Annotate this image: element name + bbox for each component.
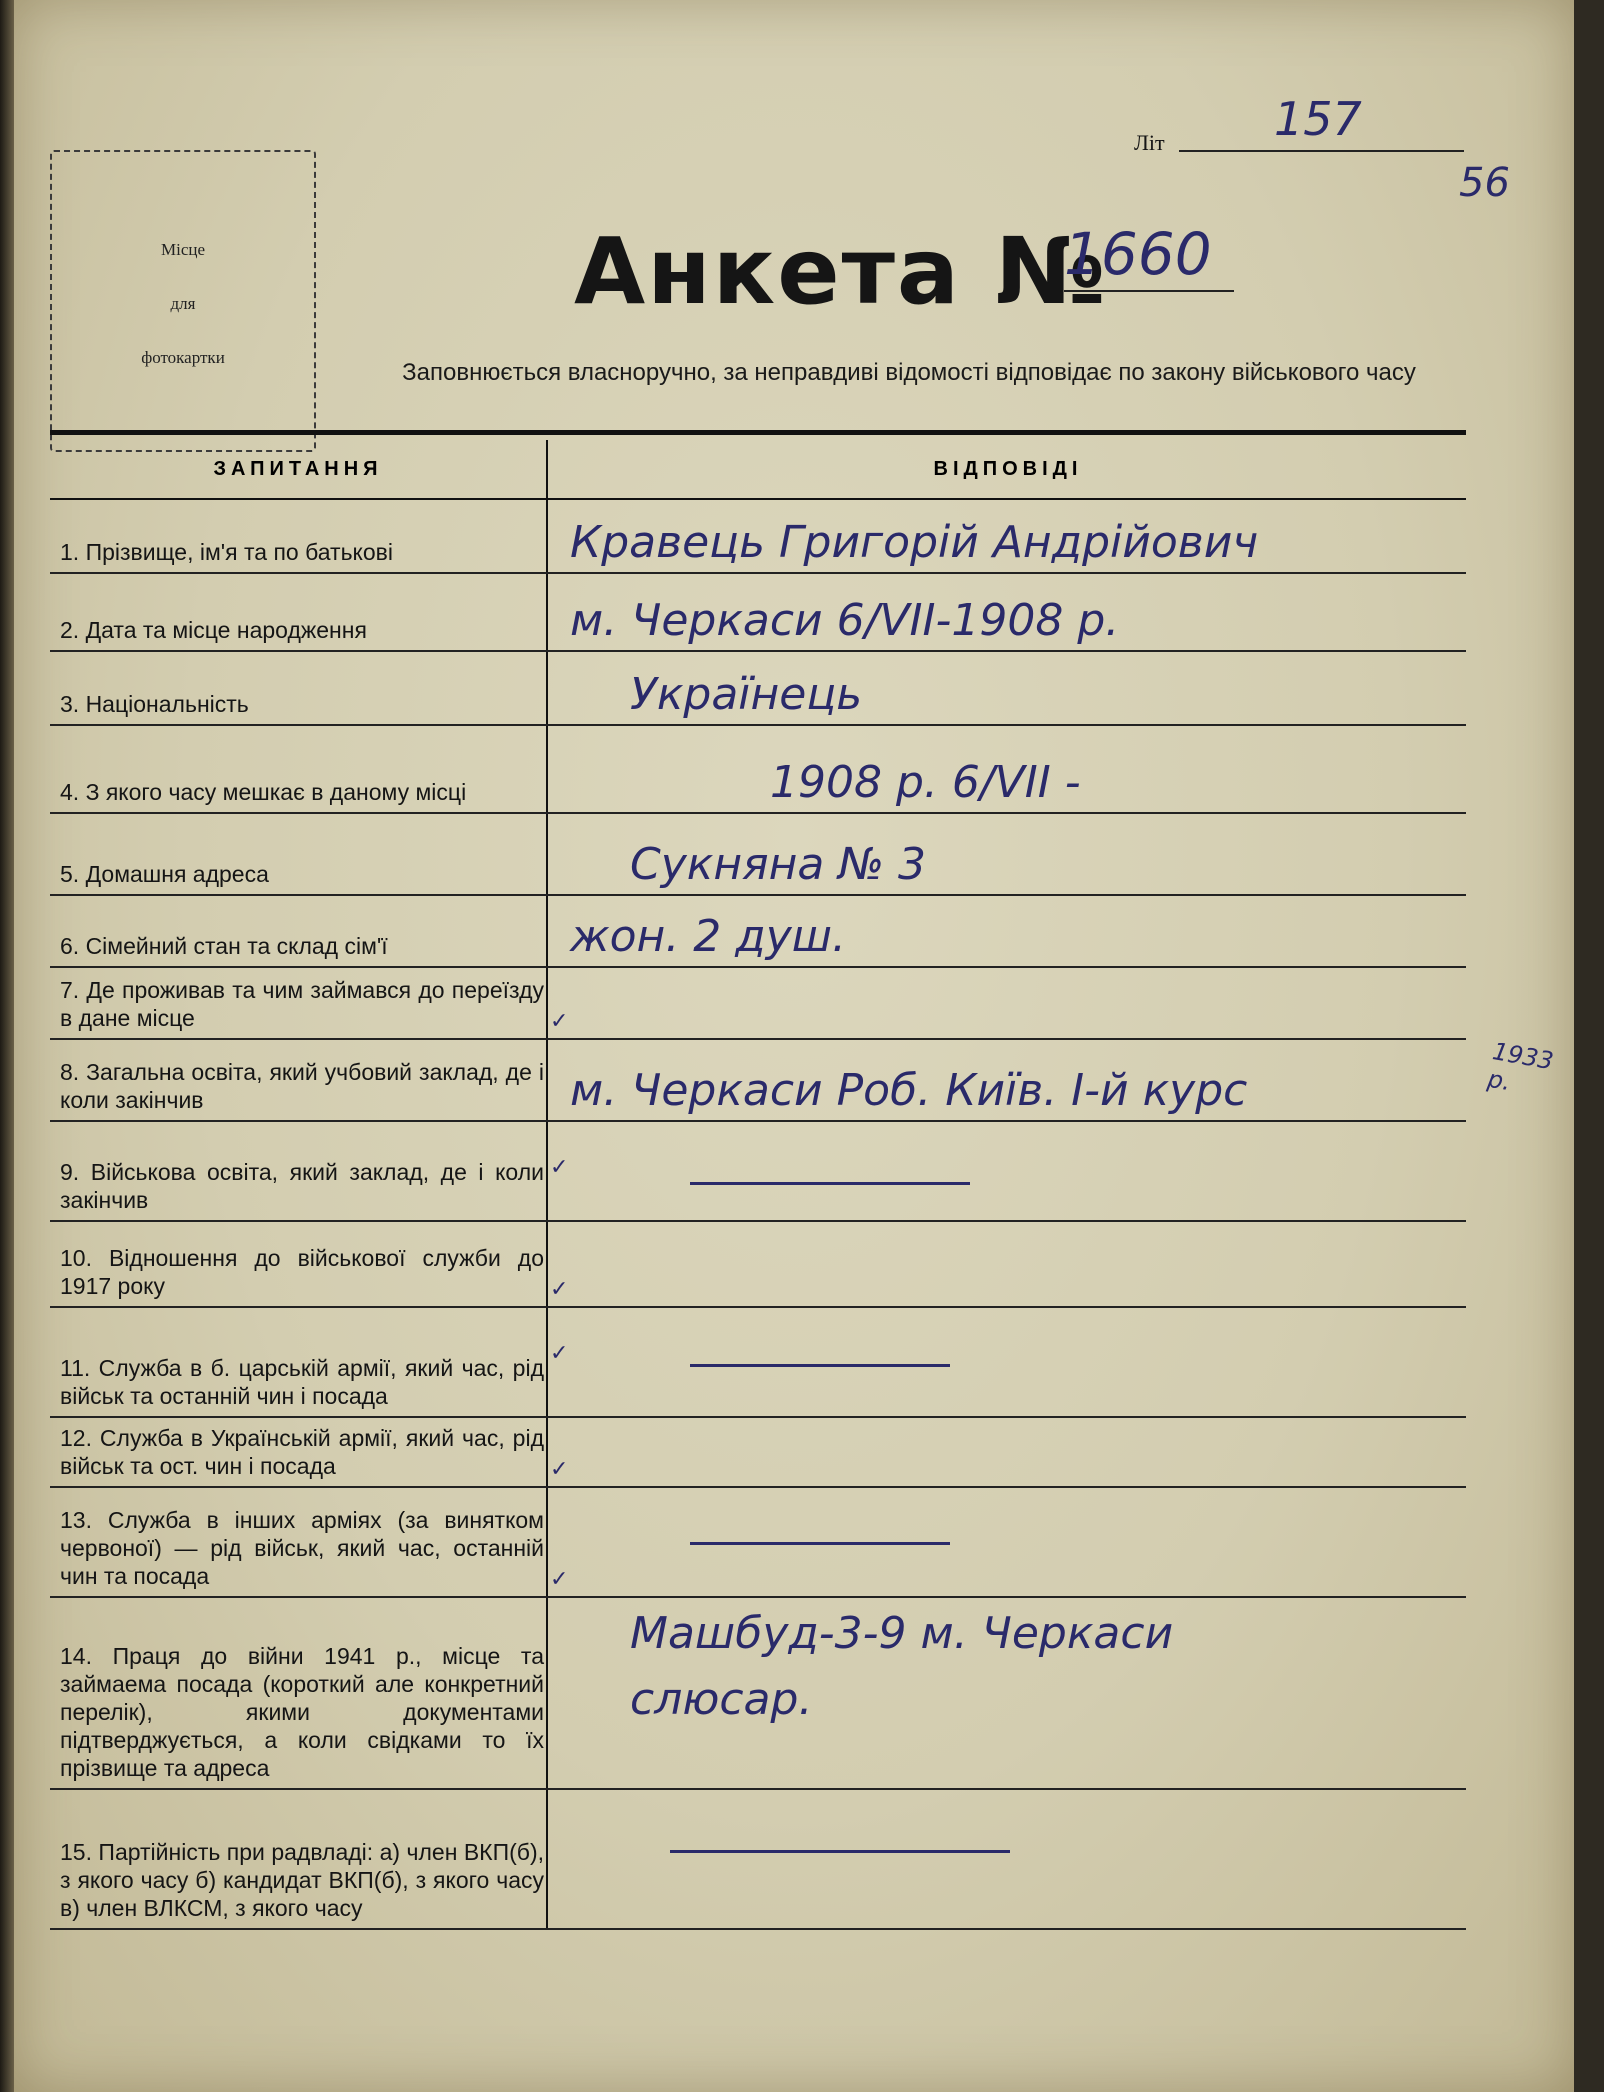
question-4: 4. З якого часу мешкає в даному місці [60, 779, 467, 805]
question-10: 10. Відношення до військової служби до 1917 року [60, 1245, 544, 1299]
lit-underline [1179, 150, 1464, 152]
answer-2: м. Черкаси 6/VII-1908 р. [570, 595, 1120, 646]
form-number: 1660 [1064, 220, 1212, 288]
answer-14-line2: слюсар. [630, 1674, 813, 1725]
check-mark-icon: ✓ [550, 1341, 569, 1366]
table-row [50, 724, 1466, 814]
question-6: 6. Сімейний стан та склад сім'ї [60, 933, 388, 959]
table-row [50, 966, 1466, 1040]
question-13: 13. Служба в інших арміях (за винятком червоної) — рід військ, який час, останній чин та посада [60, 1507, 544, 1589]
table-row [50, 1037, 1556, 1122]
questions-header: ЗАПИТАННЯ [213, 458, 383, 480]
question-7: 7. Де проживав та чим займався до переїзду в дане місце [60, 977, 544, 1031]
binder-edge [0, 0, 14, 2092]
question-5: 5. Домашня адреса [60, 861, 269, 887]
table-row [50, 1486, 1466, 1598]
answer-8-note: 1933 р. [1485, 1037, 1556, 1097]
answer-3: Українець [630, 669, 863, 720]
question-8: 8. Загальна освіта, який учбовий заклад, де і коли закінчив [60, 1059, 544, 1113]
blank-dash [690, 1542, 950, 1545]
answer-1: Кравець Григорій Андрійович [570, 517, 1259, 568]
question-14: 14. Праця до війни 1941 р., місце та займаема посада (короткий але конкретний перелік), якими документами підтверджується, а коли свідками то їх прізвище та адреса [60, 1643, 544, 1781]
answer-14: Машбуд-3-9 м. Черкаси [630, 1608, 1174, 1659]
check-mark-icon: ✓ [550, 1277, 569, 1302]
form-page [14, 0, 1574, 2092]
check-mark-icon: ✓ [550, 1009, 569, 1034]
photo-placeholder [50, 150, 316, 452]
table-row [50, 1788, 1466, 1930]
check-mark-icon: ✓ [550, 1567, 569, 1592]
question-11: 11. Служба в б. царській армії, який час, рід військ та останній чин і посада [60, 1355, 544, 1409]
table-row [50, 1220, 1466, 1308]
form-title: Анкета № [574, 218, 1108, 325]
answer-4: 1908 р. 6/VII - [770, 757, 1081, 808]
question-12: 12. Служба в Українській армії, який час, рід військ та ост. чин і посада [60, 1425, 544, 1479]
answer-5: Сукняна № 3 [630, 839, 927, 890]
table-row [50, 650, 1466, 726]
corner-number: 56 [1459, 160, 1510, 206]
table-row [50, 812, 1466, 896]
blank-dash [670, 1850, 1010, 1853]
table-row [50, 572, 1466, 652]
answers-header: ВІДПОВІДІ [933, 458, 1083, 480]
question-3: 3. Національність [60, 691, 249, 717]
blank-dash [690, 1364, 950, 1367]
table-row [50, 1120, 1466, 1222]
lit-label: Літ [1134, 130, 1165, 155]
check-mark-icon: ✓ [550, 1457, 569, 1482]
lit-value: 157 [1274, 92, 1362, 146]
table-row [50, 1416, 1466, 1488]
table-row [50, 500, 1466, 574]
blank-dash [690, 1182, 970, 1185]
photo-label-line3: фотокартки [141, 348, 225, 367]
question-1: 1. Прізвище, ім'я та по батькові [60, 539, 393, 565]
answer-8: м. Черкаси Роб. Київ. I-й курс [570, 1065, 1248, 1116]
question-15: 15. Партійність при радвладі: а) член ВКП(б), з якого часу б) кандидат ВКП(б), з якого часу в) член ВЛКСМ, з якого часу [60, 1839, 544, 1921]
table-row [50, 1596, 1466, 1790]
table-row [50, 894, 1466, 968]
answer-6: жон. 2 душ. [570, 911, 846, 962]
photo-label-line1: Місце [160, 240, 206, 259]
table-top-rule [50, 430, 1466, 435]
form-subtitle: Заповнюється власноручно, за неправдиві відомості відповідає по закону військового часу [402, 359, 1416, 386]
table-row [50, 1306, 1466, 1418]
form-number-underline [1064, 290, 1234, 292]
table-header-row [50, 440, 1466, 500]
check-mark-icon: ✓ [550, 1155, 569, 1180]
question-2: 2. Дата та місце народження [60, 617, 367, 643]
question-9: 9. Військова освіта, який заклад, де і коли закінчив [60, 1159, 544, 1213]
photo-label-line2: для [170, 294, 196, 313]
